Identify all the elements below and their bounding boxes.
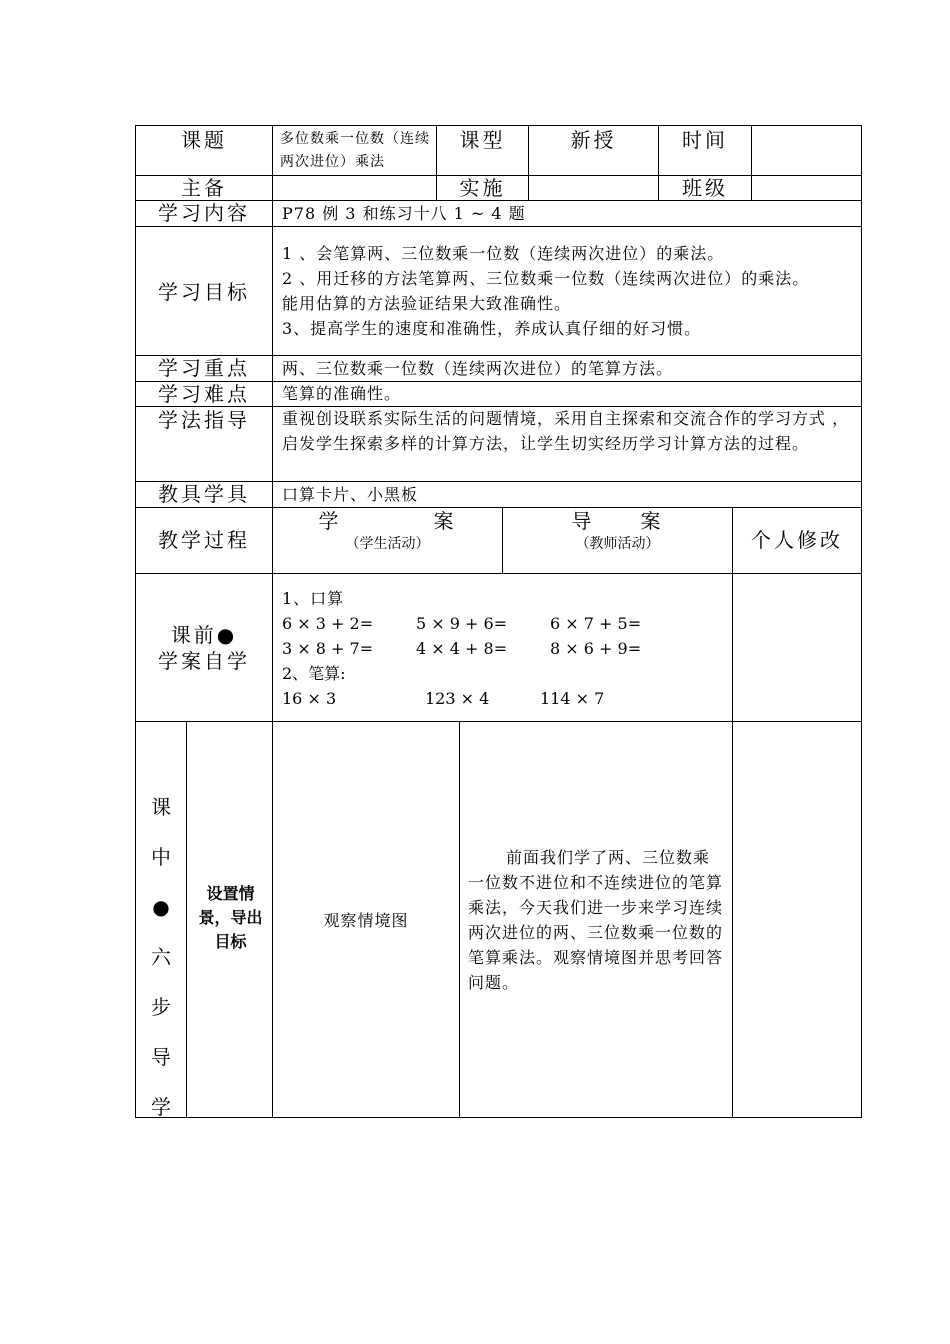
class-label: 班级 — [682, 176, 728, 200]
prepared-by-value — [273, 176, 436, 200]
vertical-char: 六 — [151, 945, 171, 969]
learning-content-value: P78 例 3 和练习十八 1 ~ 4 题 — [282, 204, 526, 223]
written-calc-item: 16 × 3 — [282, 689, 337, 708]
oral-calc-title: 1、口算 — [282, 589, 345, 608]
time-label: 时间 — [682, 128, 728, 152]
teaching-tools-label: 教具学具 — [158, 482, 250, 506]
study-plan-title: 学 案 — [318, 509, 457, 533]
vertical-char: 步 — [151, 995, 171, 1019]
oral-calc-item: 4 × 4 + 8= — [416, 639, 508, 658]
personal-revision-cell — [733, 722, 861, 1117]
guide-plan-title: 导 案 — [571, 509, 664, 533]
difficulty-value: 笔算的准确性。 — [282, 384, 402, 403]
guide-plan-subtitle: （教师活动） — [575, 536, 660, 552]
topic-value: 多位数乘一位数（连续两次进位）乘法 — [280, 131, 430, 170]
teacher-activity: 前面我们学了两、三位数乘一位数不进位和不连续进位的笔算乘法，今天我们进一步来学习连续两次进位的两、三位数乘一位数的笔算乘法。观察情境图并思考回答问题。 — [468, 848, 724, 992]
pre-class-label-line2: 学案自学 — [158, 649, 250, 673]
pre-class-exercises — [282, 586, 722, 711]
difficulty-label: 学习难点 — [158, 382, 250, 406]
key-point-label: 学习重点 — [158, 356, 250, 380]
guide-plan-header — [503, 508, 732, 554]
oral-calc-row — [282, 611, 722, 636]
teaching-process-label: 教学过程 — [158, 528, 250, 552]
vertical-char: 导 — [151, 1045, 171, 1069]
written-calc-item: 123 × 4 — [425, 689, 490, 708]
vertical-char: 学 — [151, 1095, 171, 1119]
teaching-tools-value: 口算卡片、小黑板 — [282, 485, 419, 504]
goal-line: 1 、会笔算两、三位数乘一位数（连续两次进位）的乘法。 — [282, 244, 725, 263]
oral-calc-item: 8 × 6 + 9= — [550, 639, 642, 658]
written-calc-title: 2、笔算: — [282, 664, 346, 683]
topic-label: 课题 — [181, 128, 227, 152]
oral-calc-item: 5 × 9 + 6= — [416, 614, 508, 633]
class-value — [752, 176, 861, 200]
vertical-char: 课 — [151, 795, 171, 819]
goal-line: 能用估算的方法验证结果大致准确性。 — [282, 294, 572, 313]
in-class-vertical-label — [136, 782, 186, 1132]
implement-label: 实施 — [459, 176, 506, 200]
learning-goals-label: 学习目标 — [158, 280, 250, 304]
vertical-char: 中 — [151, 845, 171, 869]
learning-content-label: 学习内容 — [158, 201, 250, 225]
pre-class-label — [136, 622, 272, 674]
step-label: 设置情景，导出目标 — [198, 884, 263, 951]
vertical-char: ● — [152, 895, 170, 919]
method-guide-value: 重视创设联系实际生活的问题情境，采用自主探索和交流合作的学习方式 ，启发学生探索多样的计算方法，让学生切实经历学习计算方法的过程。 — [282, 409, 850, 453]
prepared-by-label: 主备 — [181, 176, 227, 200]
key-point-value: 两、三位数乘一位数（连续两次进位）的笔算方法。 — [282, 359, 674, 378]
oral-calc-item: 6 × 7 + 5= — [550, 614, 642, 633]
implement-value — [529, 176, 658, 200]
oral-calc-row — [282, 636, 722, 661]
learning-goals-list — [282, 241, 858, 341]
lesson-type-value: 新授 — [570, 128, 617, 152]
study-plan-header — [273, 508, 502, 554]
study-plan-subtitle: （学生活动） — [345, 536, 430, 552]
goal-line: 2 、用迁移的方法笔算两、三位数乘一位数（连续两次进位）的乘法。 — [282, 269, 810, 288]
written-calc-row — [282, 686, 722, 711]
oral-calc-item: 3 × 8 + 7= — [282, 639, 374, 658]
time-value — [752, 126, 861, 175]
lesson-type-label: 课型 — [459, 128, 506, 152]
written-calc-item: 114 × 7 — [540, 689, 605, 708]
method-guide-label: 学法指导 — [158, 408, 250, 432]
personal-revision-label: 个人修改 — [751, 528, 843, 552]
student-activity: 观察情境图 — [323, 911, 409, 930]
goal-line: 3、提高学生的速度和准确性，养成认真仔细的好习惯。 — [282, 319, 702, 338]
oral-calc-item: 6 × 3 + 2= — [282, 614, 374, 633]
pre-class-label-line1: 课前● — [170, 623, 238, 647]
